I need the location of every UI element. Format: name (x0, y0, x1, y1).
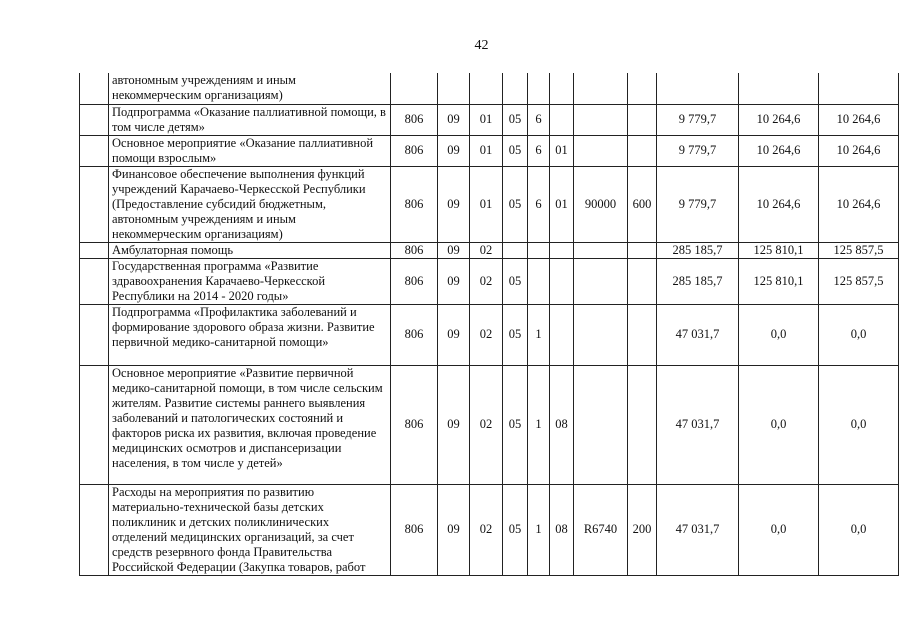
subsection-code (470, 73, 503, 104)
program-code: 05 (503, 365, 528, 484)
section-code: 09 (438, 484, 470, 575)
amount-2018: 47 031,7 (657, 304, 739, 365)
table-row (80, 104, 899, 135)
row-index-cell (80, 304, 109, 365)
amount-2019: 10 264,6 (739, 166, 819, 242)
amount-2018: 9 779,7 (657, 104, 739, 135)
subsection-code: 02 (470, 242, 503, 258)
direction-code (574, 365, 628, 484)
amount-2020 (819, 73, 899, 104)
subprogram-code: 6 (528, 135, 550, 166)
subsection-code: 02 (470, 365, 503, 484)
subsection-code: 01 (470, 166, 503, 242)
table-row (80, 135, 899, 166)
row-index-cell (80, 242, 109, 258)
table-row (80, 258, 899, 304)
page-number: 42 (474, 38, 489, 53)
table-row (80, 242, 899, 258)
section-code: 09 (438, 242, 470, 258)
program-code (503, 73, 528, 104)
ministry-code (391, 73, 438, 104)
table-row (80, 73, 899, 104)
table-row (80, 304, 899, 365)
row-index-cell (80, 135, 109, 166)
subsection-code: 02 (470, 484, 503, 575)
subsection-code: 02 (470, 258, 503, 304)
budget-table (79, 73, 899, 576)
event-code: 01 (550, 166, 574, 242)
direction-code (574, 258, 628, 304)
amount-2020: 125 857,5 (819, 242, 899, 258)
expense-type-code (628, 73, 657, 104)
amount-2020: 0,0 (819, 365, 899, 484)
ministry-code: 806 (391, 304, 438, 365)
amount-2018 (657, 73, 739, 104)
ministry-code: 806 (391, 135, 438, 166)
row-index-cell (80, 484, 109, 575)
amount-2018: 285 185,7 (657, 258, 739, 304)
direction-code: 90000 (574, 166, 628, 242)
event-code (550, 73, 574, 104)
section-code: 09 (438, 104, 470, 135)
section-code: 09 (438, 365, 470, 484)
amount-2020: 0,0 (819, 304, 899, 365)
amount-2019 (739, 73, 819, 104)
event-code (550, 304, 574, 365)
event-code (550, 104, 574, 135)
section-code (438, 73, 470, 104)
subsection-code: 01 (470, 135, 503, 166)
row-index-cell (80, 104, 109, 135)
amount-2019: 125 810,1 (739, 242, 819, 258)
amount-2019: 0,0 (739, 484, 819, 575)
direction-code (574, 135, 628, 166)
item-name: Подпрограмма «Оказание паллиативной помощи, в том числе детям» (109, 104, 391, 135)
direction-code: R6740 (574, 484, 628, 575)
amount-2020: 10 264,6 (819, 166, 899, 242)
table-row (80, 484, 899, 575)
event-code (550, 242, 574, 258)
item-name: Подпрограмма «Профилактика заболеваний и формирование здорового образа жизни. Развитие первичной медико-санитарной помощи» (109, 304, 391, 365)
amount-2019: 125 810,1 (739, 258, 819, 304)
amount-2020: 0,0 (819, 484, 899, 575)
item-name: Государственная программа «Развитие здравоохранения Карачаево-Черкесской Республики на 2014 - 2020 годы» (109, 258, 391, 304)
subprogram-code: 1 (528, 484, 550, 575)
direction-code (574, 304, 628, 365)
expense-type-code (628, 104, 657, 135)
amount-2019: 0,0 (739, 304, 819, 365)
expense-type-code (628, 258, 657, 304)
program-code: 05 (503, 484, 528, 575)
expense-type-code (628, 365, 657, 484)
ministry-code: 806 (391, 484, 438, 575)
section-code: 09 (438, 258, 470, 304)
subprogram-code: 6 (528, 166, 550, 242)
item-name: Амбулаторная помощь (109, 242, 391, 258)
amount-2018: 9 779,7 (657, 135, 739, 166)
ministry-code: 806 (391, 166, 438, 242)
amount-2020: 10 264,6 (819, 135, 899, 166)
amount-2018: 9 779,7 (657, 166, 739, 242)
item-name: автономным учреждениям и иным некоммерческим организациям) (109, 73, 391, 104)
event-code: 08 (550, 365, 574, 484)
amount-2018: 47 031,7 (657, 484, 739, 575)
program-code (503, 242, 528, 258)
row-index-cell (80, 73, 109, 104)
item-name: Расходы на мероприятия по развитию материально-технической базы детских поликлиник и детских поликлинических отделений медицинских организаций, за счет средств резервного фонда Правительства Российской Федерации (Закупка товаров, работ (109, 484, 391, 575)
amount-2018: 47 031,7 (657, 365, 739, 484)
amount-2019: 10 264,6 (739, 135, 819, 166)
subprogram-code: 6 (528, 104, 550, 135)
direction-code (574, 73, 628, 104)
expense-type-code: 600 (628, 166, 657, 242)
ministry-code: 806 (391, 104, 438, 135)
ministry-code: 806 (391, 365, 438, 484)
event-code (550, 258, 574, 304)
item-name: Основное мероприятие «Развитие первичной медико-санитарной помощи, в том числе сельским жителям. Развитие системы раннего выявления заболеваний и патологических состояний и факторов риска их развития, включая проведение медицинских осмотров и диспансеризации населения, в том числе у детей» (109, 365, 391, 484)
section-code: 09 (438, 304, 470, 365)
item-name: Основное мероприятие «Оказание паллиативной помощи взрослым» (109, 135, 391, 166)
amount-2019: 10 264,6 (739, 104, 819, 135)
program-code: 05 (503, 304, 528, 365)
subprogram-code: 1 (528, 304, 550, 365)
table-row (80, 365, 899, 484)
amount-2020: 125 857,5 (819, 258, 899, 304)
subprogram-code (528, 73, 550, 104)
subprogram-code (528, 258, 550, 304)
row-index-cell (80, 365, 109, 484)
expense-type-code (628, 242, 657, 258)
subsection-code: 01 (470, 104, 503, 135)
section-code: 09 (438, 166, 470, 242)
expense-type-code: 200 (628, 484, 657, 575)
program-code: 05 (503, 135, 528, 166)
expense-type-code (628, 135, 657, 166)
subprogram-code: 1 (528, 365, 550, 484)
row-index-cell (80, 258, 109, 304)
event-code: 01 (550, 135, 574, 166)
amount-2019: 0,0 (739, 365, 819, 484)
amount-2018: 285 185,7 (657, 242, 739, 258)
section-code: 09 (438, 135, 470, 166)
direction-code (574, 242, 628, 258)
ministry-code: 806 (391, 242, 438, 258)
program-code: 05 (503, 258, 528, 304)
row-index-cell (80, 166, 109, 242)
direction-code (574, 104, 628, 135)
ministry-code: 806 (391, 258, 438, 304)
amount-2020: 10 264,6 (819, 104, 899, 135)
expense-type-code (628, 304, 657, 365)
subprogram-code (528, 242, 550, 258)
budget-table-body (80, 73, 899, 575)
subsection-code: 02 (470, 304, 503, 365)
program-code: 05 (503, 166, 528, 242)
program-code: 05 (503, 104, 528, 135)
item-name: Финансовое обеспечение выполнения функций учреждений Карачаево-Черкесской Республики (Предоставление субсидий бюджетным, автономным учреждениям и иным некоммерческим организациям) (109, 166, 391, 242)
table-row (80, 166, 899, 242)
event-code: 08 (550, 484, 574, 575)
